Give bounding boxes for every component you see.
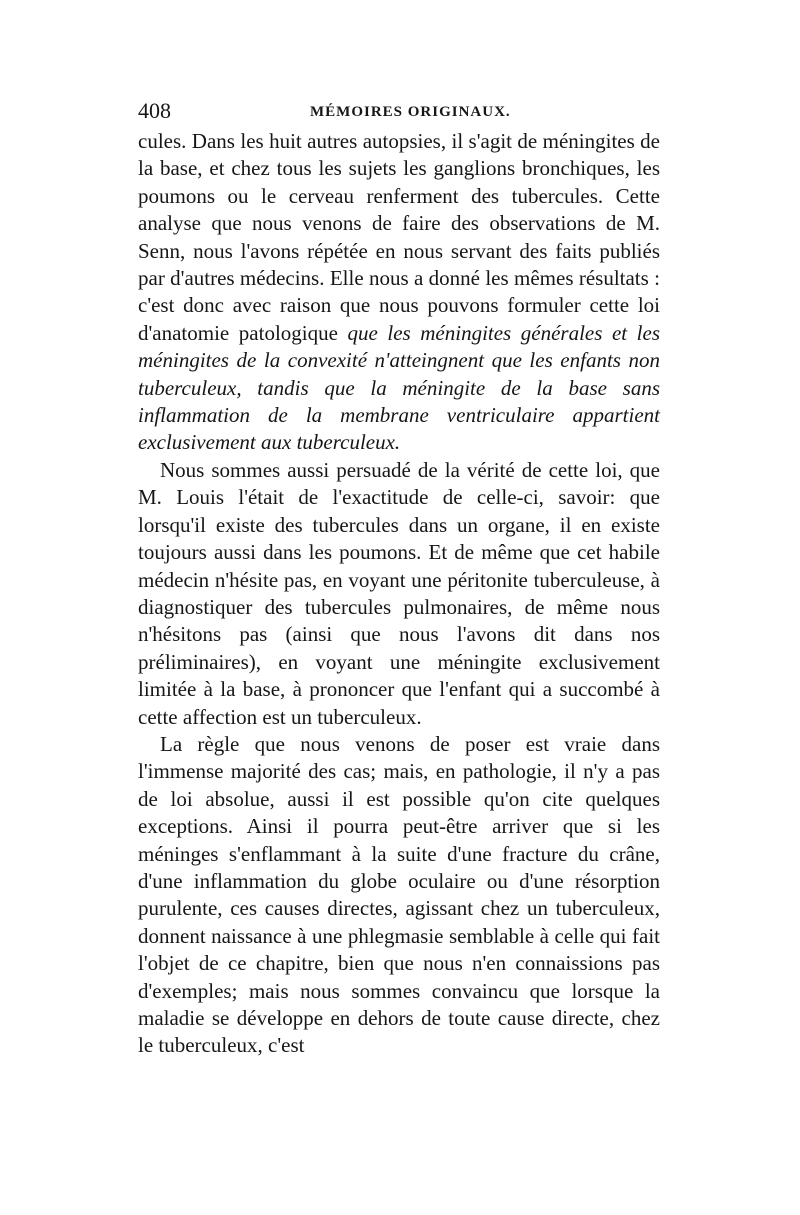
paragraph: Nous sommes aussi persuadé de la vérité de cette loi, que M. Louis l'était de l'exactitude de celle-ci, savoir: que lorsqu'il existe des tubercules dans un organe, il en existe toujours aussi dans les poumons. Et de même que cet habile médecin n'hésite pas, en voyant une péritonite tuberculeuse, à diagnostiquer des tubercules pulmonaires, de même nous n'hésitons pas (ainsi que nous l'avons dit dans nos préliminaires), en voyant une méningite exclusivement limitée à la base, à prononcer que l'enfant qui a succombé à cette affection est un tuberculeux. — [138, 457, 660, 729]
page-number: 408 — [138, 98, 171, 123]
page-header — [138, 96, 660, 126]
paragraph: La règle que nous venons de poser est vraie dans l'immense majorité des cas; mais, en pathologie, il n'y a pas de loi absolue, aussi il est possible qu'on cite quelques exceptions. Ainsi il pourra peut-être arriver que si les méninges s'enflammant à la suite d'une fracture du crâne, d'une inflammation du globe oculaire ou d'une résorption purulente, ces causes directes, agissant chez un tuberculeux, donnent naissance à une phlegmasie semblable à celle qui fait l'objet de ce chapitre, bien que nous n'en connaissions pas d'exemples; mais nous sommes convaincu que lorsque la maladie se développe en dehors de toute cause directe, chez le tuberculeux, c'est — [138, 731, 660, 1058]
paragraph-text: cules. Dans les huit autres autopsies, il s'agit de méningites de la base, et chez tous les sujets les ganglions bronchiques, les poumons ou le cerveau renferment des tubercules. Cette analyse que nous venons de faire des observations de M. Senn, nous l'avons répétée en nous servant des faits publiés par d'autres médecins. Elle nous a donné les mêmes résultats : c'est donc avec raison que nous pouvons formuler cette loi d'anatomie patologique — [138, 129, 660, 345]
paragraph-continuation — [138, 128, 660, 457]
italic-law-statement: que les méningites générales et les méningites de la convexité n'atteingnent que les enfants non tuberculeux, tandis que la méningite de la base sans inflammation de la membrane ventriculaire appartient exclusivement aux tuberculeux. — [138, 320, 660, 455]
body-text — [138, 128, 660, 1060]
running-title: MÉMOIRES ORIGINAUX. — [310, 104, 511, 120]
